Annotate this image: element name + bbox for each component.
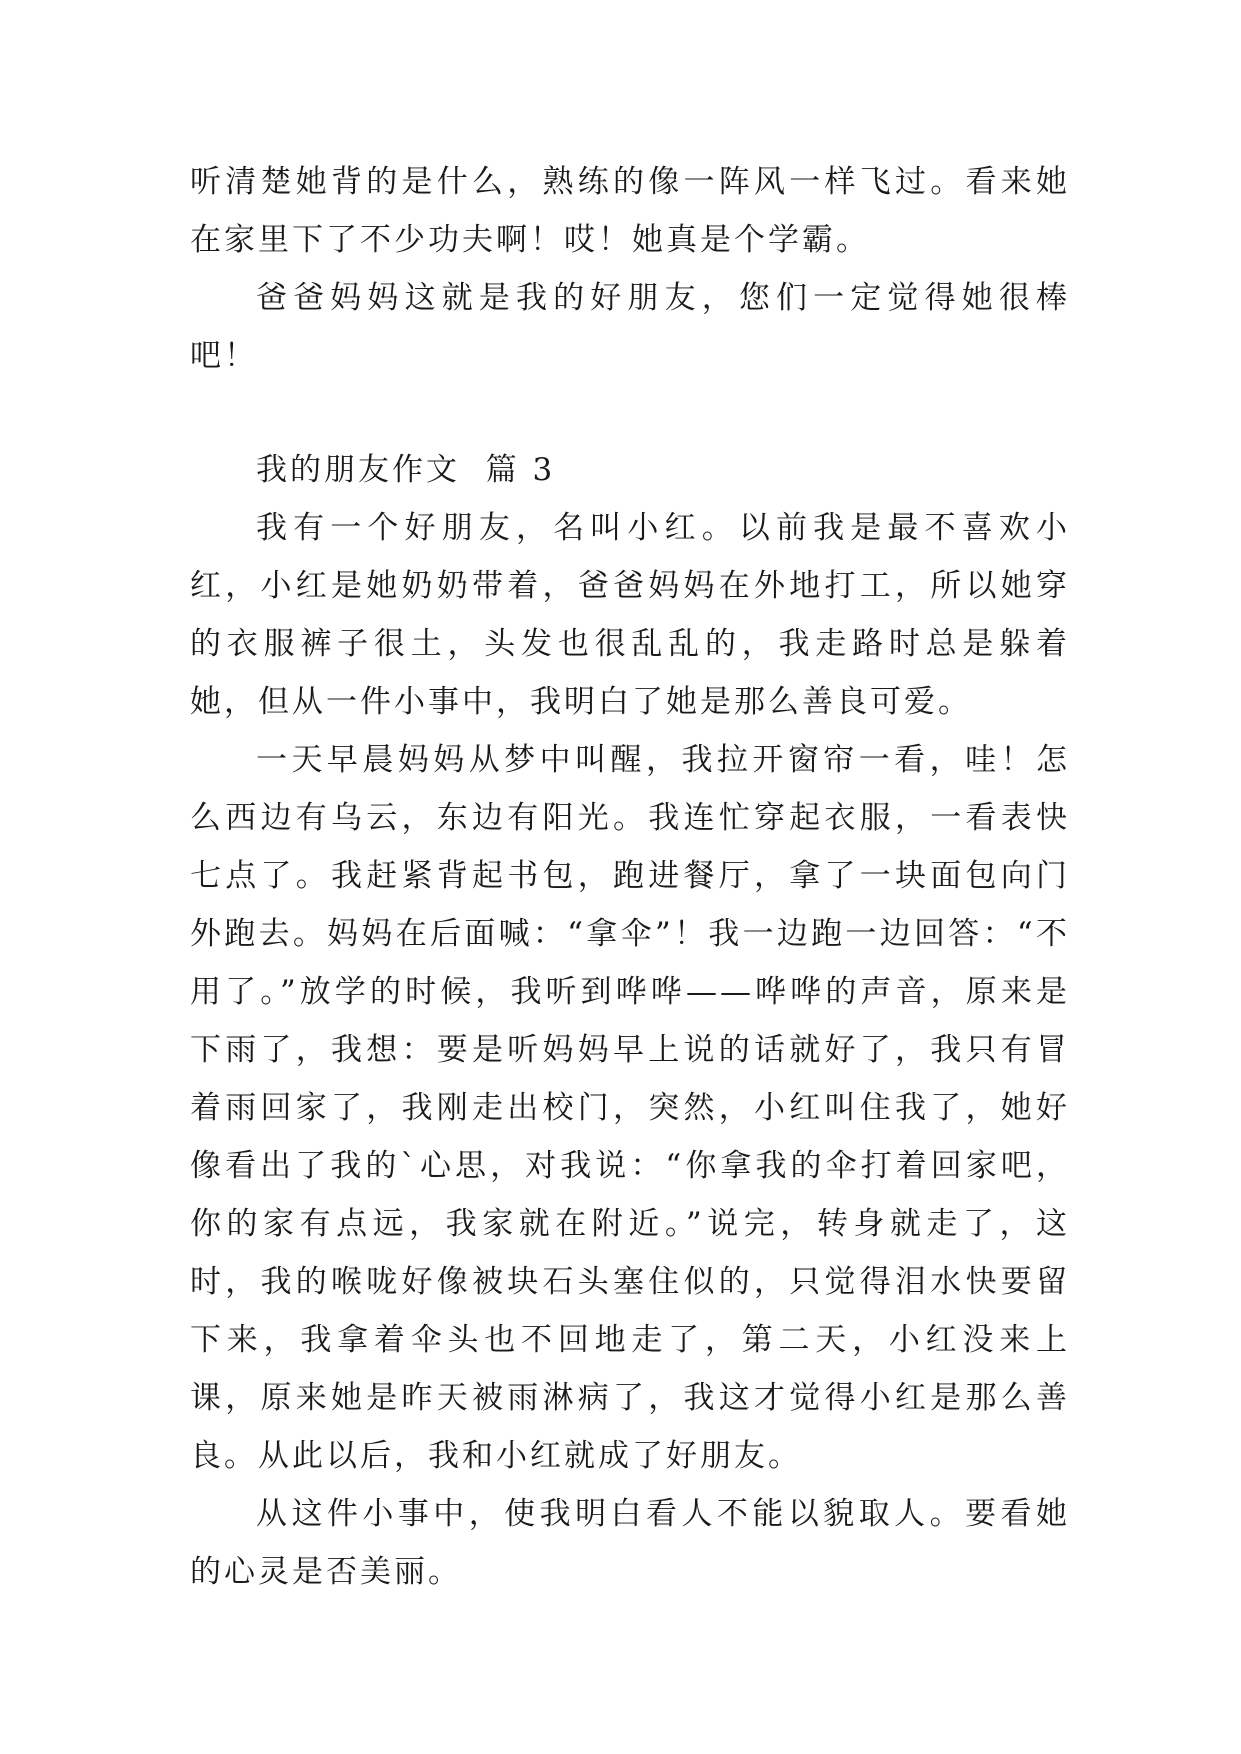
- section-title: 我的朋友作文 篇 3: [256, 452, 556, 488]
- paragraph-intro: 我有一个好朋友，名叫小红。以前我是最不喜欢小红，小红是她奶奶带着，爸爸妈妈在外地打工，所以她穿的衣服裤子很土，头发也很乱乱的，我走路时总是躲着她，但从一件小事中，我明白了她是那么善良可爱。: [190, 510, 1070, 720]
- paragraph-conclusion: 从这件小事中，使我明白看人不能以貌取人。要看她的心灵是否美丽。: [190, 1496, 1070, 1590]
- closing-paragraph: 爸爸妈妈这就是我的好朋友，您们一定觉得她很棒吧！: [190, 280, 1070, 374]
- section-gap: [190, 385, 1070, 441]
- continued-paragraph: 听清楚她背的是什么，熟练的像一阵风一样飞过。看来她在家里下了不少功夫啊！哎！她真是个学霸。: [190, 164, 1070, 258]
- paragraph-story: 一天早晨妈妈从梦中叫醒，我拉开窗帘一看，哇！怎么西边有乌云，东边有阳光。我连忙穿起衣服，一看表快七点了。我赶紧背起书包，跑进餐厅，拿了一块面包向门外跑去。妈妈在后面喊：“拿伞”！我一边跑一边回答：“不用了。”放学的时候，我听到哗哗——哗哗的声音，原来是下雨了，我想：要是听妈妈早上说的话就好了，我只有冒着雨回家了，我刚走出校门，突然，小红叫住我了，她好像看出了我的`心思，对我说：“你拿我的伞打着回家吧，你的家有点远，我家就在附近。”说完，转身就走了，这时，我的喉咙好像被块石头塞住似的，只觉得泪水快要留下来，我拿着伞头也不回地走了，第二天，小红没来上课，原来她是昨天被雨淋病了，我这才觉得小红是那么善良。从此以后，我和小红就成了好朋友。: [190, 742, 1070, 1474]
- article-body: [190, 153, 1070, 1601]
